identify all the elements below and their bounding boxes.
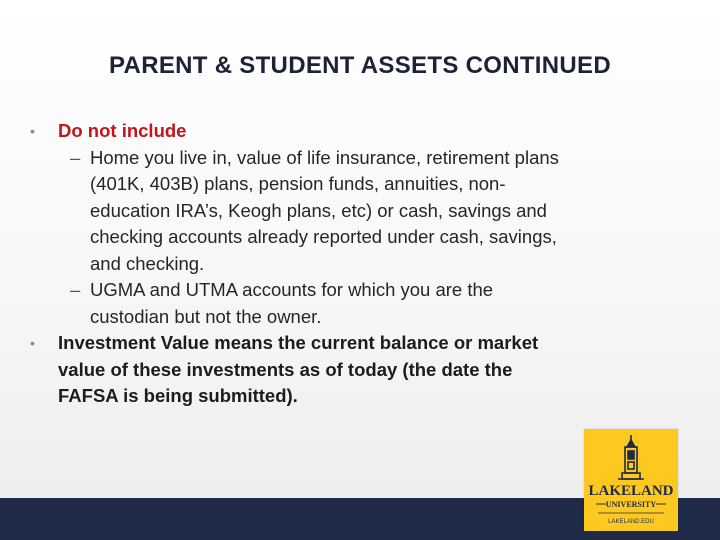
text-line: FAFSA is being submitted).	[58, 385, 298, 406]
text-line: Investment Value means the current balance or market	[58, 332, 539, 353]
bullet-investment-value	[30, 330, 670, 410]
text-line: UGMA and UTMA accounts for which you are the	[90, 279, 494, 300]
text-line: Home you live in, value of life insurance, retirement plans	[90, 146, 559, 168]
dash-marker: –	[70, 146, 81, 168]
slide-title: PARENT & STUDENT ASSETS CONTINUED	[109, 52, 611, 79]
text-line: checking accounts already reported under cash, savings,	[90, 226, 557, 247]
text-line: education IRA’s, Keogh plans, etc) or cash, savings and	[90, 199, 547, 221]
logo-url: LAKELAND.EDU	[608, 519, 654, 525]
logo-subword: UNIVERSITY	[605, 500, 657, 509]
university-logo	[584, 429, 678, 531]
logo-wordmark: LAKELAND	[588, 483, 674, 499]
text-line: custodian but not the owner.	[90, 305, 322, 327]
text-line: and checking.	[90, 252, 205, 274]
tower-icon	[618, 435, 644, 479]
text-line: value of these investments as of today (the date the	[58, 358, 513, 380]
sub-list	[30, 145, 670, 331]
bullet-do-not-include	[30, 118, 670, 145]
dash-marker: –	[70, 279, 81, 300]
logo-graphic	[584, 429, 678, 531]
bullet-marker: •	[30, 335, 35, 351]
sub-item-ugma-utma	[30, 277, 670, 330]
bullet-marker: •	[30, 123, 35, 139]
slide-content	[30, 118, 670, 410]
bullet-heading: Do not include	[58, 120, 187, 141]
sub-item-home-assets	[30, 145, 670, 278]
text-line: (401K, 403B) plans, pension funds, annuities, non-	[90, 173, 506, 194]
